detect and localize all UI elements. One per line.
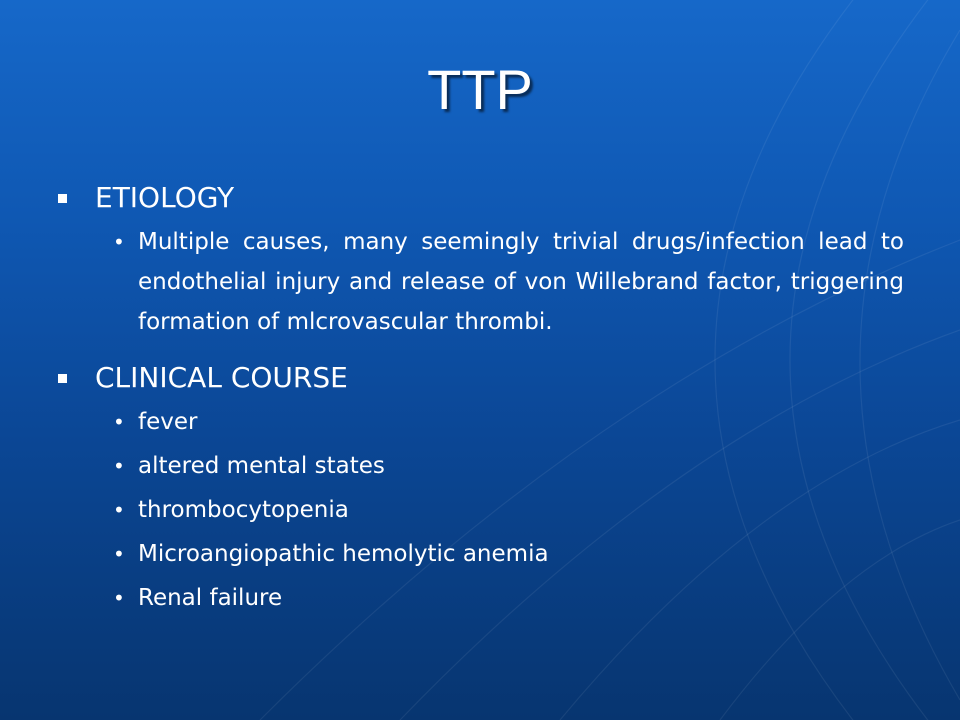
round-bullet-icon: • [113,586,125,610]
list-item-text: Microangiopathic hemolytic anemia [138,541,549,567]
round-bullet-icon: • [113,410,125,434]
list-item [58,534,904,578]
section-heading-label: ETIOLOGY [95,181,235,214]
list-item [58,402,904,446]
list-item-text: fever [138,409,198,435]
list-item-text: thrombocytopenia [138,497,349,523]
square-bullet-icon [58,194,67,203]
list-item [58,578,904,622]
slide-body [58,178,904,622]
round-bullet-icon: • [113,230,125,254]
list-item-text: Renal failure [138,585,283,611]
list-item [58,222,904,342]
round-bullet-icon: • [113,542,125,566]
list-item [58,446,904,490]
square-bullet-icon [58,374,67,383]
round-bullet-icon: • [113,454,125,478]
section-heading-etiology [58,178,904,218]
list-item [58,490,904,534]
round-bullet-icon: • [113,498,125,522]
list-item-text: altered mental states [138,453,385,479]
slide-title: TTP [427,58,533,121]
section-heading-clinical-course [58,358,904,398]
section-heading-label: CLINICAL COURSE [95,361,348,394]
list-item-text: Multiple causes, many seemingly trivial drugs/infection lead to endothelial injury and release of von Willebrand factor, triggering formation of mlcrovascular thrombi. [138,229,904,335]
